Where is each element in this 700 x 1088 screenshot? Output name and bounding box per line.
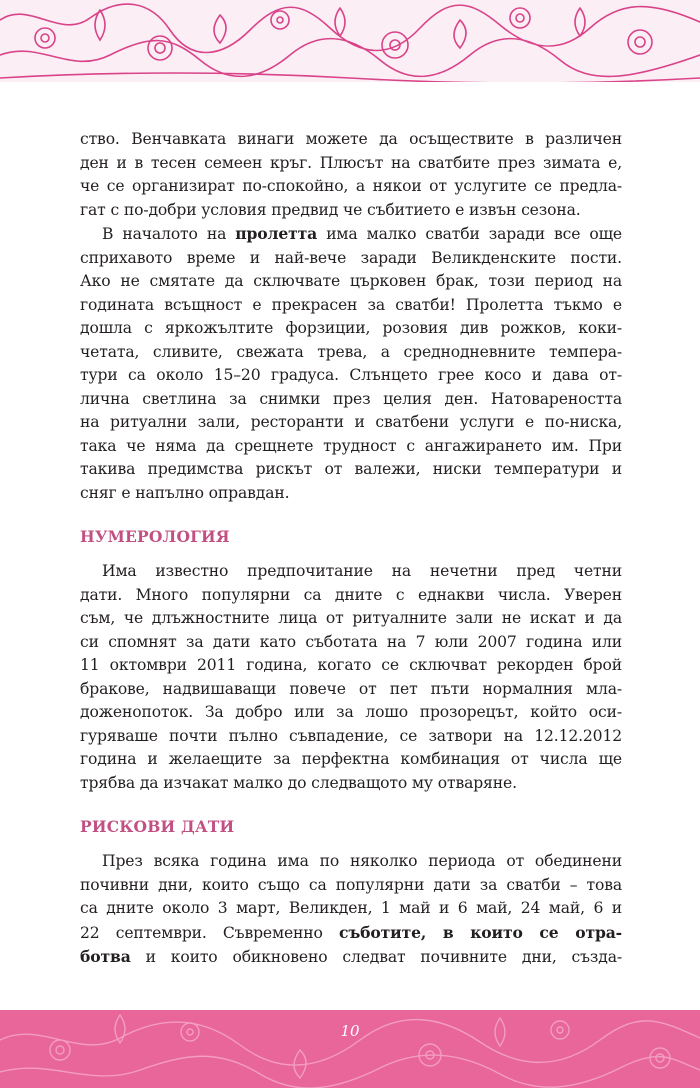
text-line: сприхавото време и най-вече заради Великденските пости. bbox=[80, 248, 622, 267]
text-line: гат с по-добри условия предвид че събитието е извън сезона. bbox=[80, 200, 581, 219]
bold-term-worked: ботва bbox=[80, 947, 131, 966]
text-line: тури са около 15–20 градуса. Слънцето грее косо и дава от- bbox=[80, 366, 622, 384]
page-body bbox=[80, 128, 622, 970]
text-line: така че няма да срещнете трудност с ангажирането им. При bbox=[80, 436, 622, 455]
text-line: трябва да изчакат малко до следващото му отваряне. bbox=[80, 773, 517, 792]
text-line: са дните около 3 март, Великден, 1 май и 6 май, 24 май, 6 и bbox=[80, 899, 622, 917]
paragraph-4 bbox=[80, 850, 622, 970]
text-line: ботва и които обикновено следват почивните дни, създа- bbox=[80, 947, 622, 966]
text-line: съм, че длъжностните лица от ритуалните зали не искат и да bbox=[80, 609, 622, 627]
text-line: 11 октомври 2011 година, когато се сключват рекорден брой bbox=[80, 656, 622, 674]
text-line: че се организират по-спокойно, а някои от услугите се предла- bbox=[80, 177, 622, 195]
paragraph-1 bbox=[80, 128, 622, 222]
text-line: бракове, надвишаващи повече от пет пъти нормалния мла- bbox=[80, 679, 622, 698]
text-line: година и желаещите за перфектна комбинация от числа ще bbox=[80, 750, 622, 768]
text-line: на ритуални зали, ресторанти и сватбени услуги е по-ниска, bbox=[80, 413, 622, 431]
text-line: ден и в тесен семеен кръг. Плюсът на сватбите през зимата е, bbox=[80, 153, 622, 172]
text-line: сняг е напълно оправдан. bbox=[80, 483, 290, 502]
text-line: дати. Много популярни са дните с еднакви числа. Уверен bbox=[80, 585, 622, 604]
bold-term-saturdays: съботите, в които се отра- bbox=[339, 922, 622, 942]
text-line: си спомнят за дати като съботата на 7 юли 2007 година или bbox=[80, 632, 622, 651]
page-number: 10 bbox=[340, 1022, 360, 1040]
swirl-ornament-top bbox=[0, 0, 700, 82]
section-heading-risky-dates: РИСКОВИ ДАТИ bbox=[80, 817, 235, 836]
text-line: четата, сливите, свежата трева, а средноднeвните темпера- bbox=[80, 342, 622, 361]
paragraph-3 bbox=[80, 560, 622, 795]
section-heading-numerology: НУМЕРОЛОГИЯ bbox=[80, 527, 230, 546]
text-line: Ако не смятате да сключвате църковен брак, този период на bbox=[80, 272, 622, 290]
paragraph-2 bbox=[80, 222, 622, 505]
text-line: През всяка година има по няколко периода от обединени bbox=[102, 852, 622, 870]
text-line: годината всъщност е прекрасен за сватби! Пролетта тъкмо е bbox=[80, 295, 622, 314]
bold-term-spring: пролетта bbox=[235, 224, 318, 243]
text-line: гуряваше почти пълно съвпадение, се затвори на 12.12.2012 bbox=[80, 726, 622, 745]
text-line: такива предимства рискът от валежи, ниски температури и bbox=[80, 460, 622, 478]
text-line: ство. Венчавката винаги можете да осъществите в различен bbox=[80, 130, 622, 148]
text-line: дошла с яркожълтите форзиции, розовия див рожков, коки- bbox=[80, 319, 622, 337]
text-line: В началото на пролетта има малко сватби заради все още bbox=[102, 224, 622, 243]
top-ornament-band bbox=[0, 0, 700, 82]
text-line: почивни дни, които също са популярни дати за сватби – това bbox=[80, 875, 622, 894]
text-line: доженопоток. За добро или за лошо прозорецът, който оси- bbox=[80, 703, 622, 721]
text-line: Има известно предпочитание на нечетни пред четни bbox=[102, 562, 622, 580]
text-line: лична светлина за снимки през целия ден. Натовареността bbox=[80, 389, 622, 408]
text-line: 22 септември. Съвременно съботите, в които се отра- bbox=[80, 922, 622, 942]
